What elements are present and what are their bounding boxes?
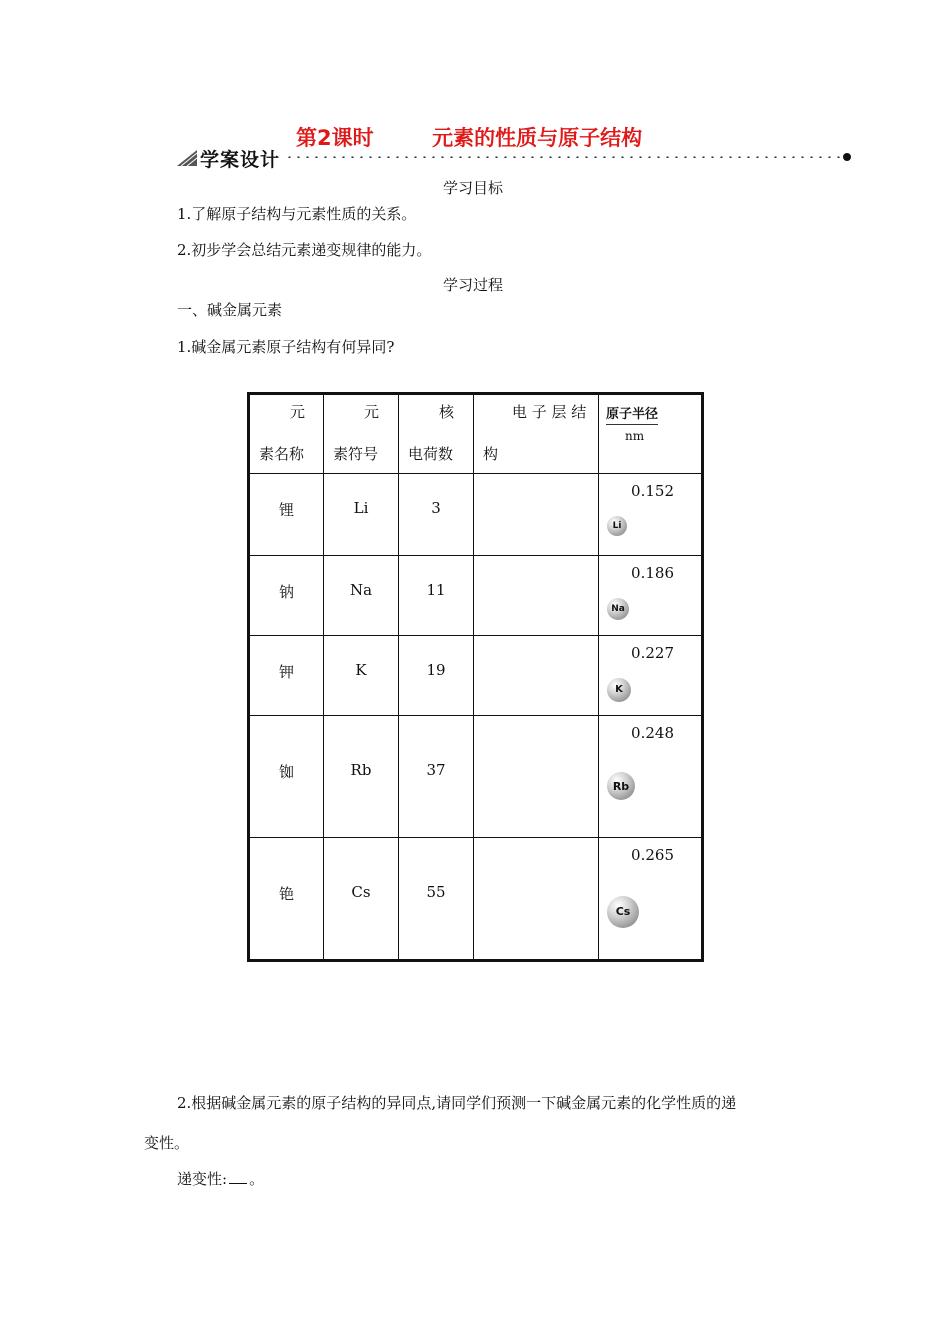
- cell-symbol: Na: [349, 580, 373, 599]
- cell-charge: 37: [426, 761, 446, 780]
- atom-ball-icon: Na: [607, 598, 629, 620]
- cell-name: 铷: [278, 763, 294, 782]
- cell-symbol: Li: [353, 499, 369, 518]
- cell-name: 锂: [278, 501, 294, 520]
- cell-symbol: K: [355, 660, 367, 679]
- process-heading: 学习过程: [443, 276, 504, 294]
- header-radius: 原子半径 nm: [599, 394, 703, 474]
- question-1: 1.碱金属元素原子结构有何异同?: [177, 338, 395, 356]
- cell-charge: 3: [431, 499, 441, 518]
- objective-1: 1.了解原子结构与元素性质的关系。: [177, 205, 417, 223]
- cell-radius: 0.227: [631, 643, 674, 662]
- cell-charge: 55: [426, 882, 446, 901]
- atom-ball-icon: K: [607, 678, 631, 702]
- cell-charge: 11: [426, 580, 446, 599]
- cell-name: 钾: [278, 662, 294, 681]
- table-row: [249, 837, 703, 960]
- table-row: [249, 716, 703, 837]
- cell-symbol: Rb: [350, 761, 372, 780]
- cell-radius: 0.152: [631, 482, 674, 501]
- atom-ball-icon: Li: [607, 516, 627, 536]
- cell-radius: 0.248: [631, 724, 674, 743]
- table-row: [249, 555, 703, 635]
- objectives-heading: 学习目标: [443, 179, 504, 197]
- question-2: 2.根据碱金属元素的原子结构的异同点,请同学们预测一下碱金属元素的化学性质的递: [177, 1094, 737, 1112]
- table-row: [249, 635, 703, 715]
- answer-line: [177, 1168, 264, 1189]
- header-charge: 核 电荷数: [399, 394, 474, 474]
- table-row: [249, 474, 703, 555]
- answer-end: 。: [249, 1170, 265, 1188]
- section-heading: 一、碱金属元素: [177, 301, 283, 319]
- table-header-row: [249, 394, 703, 474]
- header-name: 元 素名称: [249, 394, 324, 474]
- page-title: 第2课时 元素的性质与原子结构: [296, 126, 643, 150]
- cell-charge: 19: [426, 660, 446, 679]
- cell-name: 钠: [278, 582, 294, 601]
- alkali-metal-table: [247, 392, 704, 962]
- question-2-cont: 变性。: [144, 1134, 190, 1152]
- cell-name: 铯: [278, 884, 294, 903]
- rule-end-dot: [843, 153, 851, 161]
- answer-blank[interactable]: [229, 1169, 247, 1184]
- header-symbol: 元 素符号: [324, 394, 399, 474]
- cell-symbol: Cs: [351, 882, 371, 901]
- header-shell: 电 子 层 结 构: [474, 394, 599, 474]
- atom-ball-icon: Cs: [607, 896, 639, 928]
- objective-2: 2.初步学会总结元素递变规律的能力。: [177, 241, 432, 259]
- cell-radius: 0.265: [631, 845, 674, 864]
- banner-stripe-icon: [175, 146, 201, 168]
- atom-ball-icon: Rb: [607, 772, 635, 800]
- dotted-rule: [285, 156, 845, 158]
- answer-label: 递变性:: [177, 1170, 228, 1188]
- banner-label: 学案设计: [200, 149, 281, 171]
- cell-radius: 0.186: [631, 563, 674, 582]
